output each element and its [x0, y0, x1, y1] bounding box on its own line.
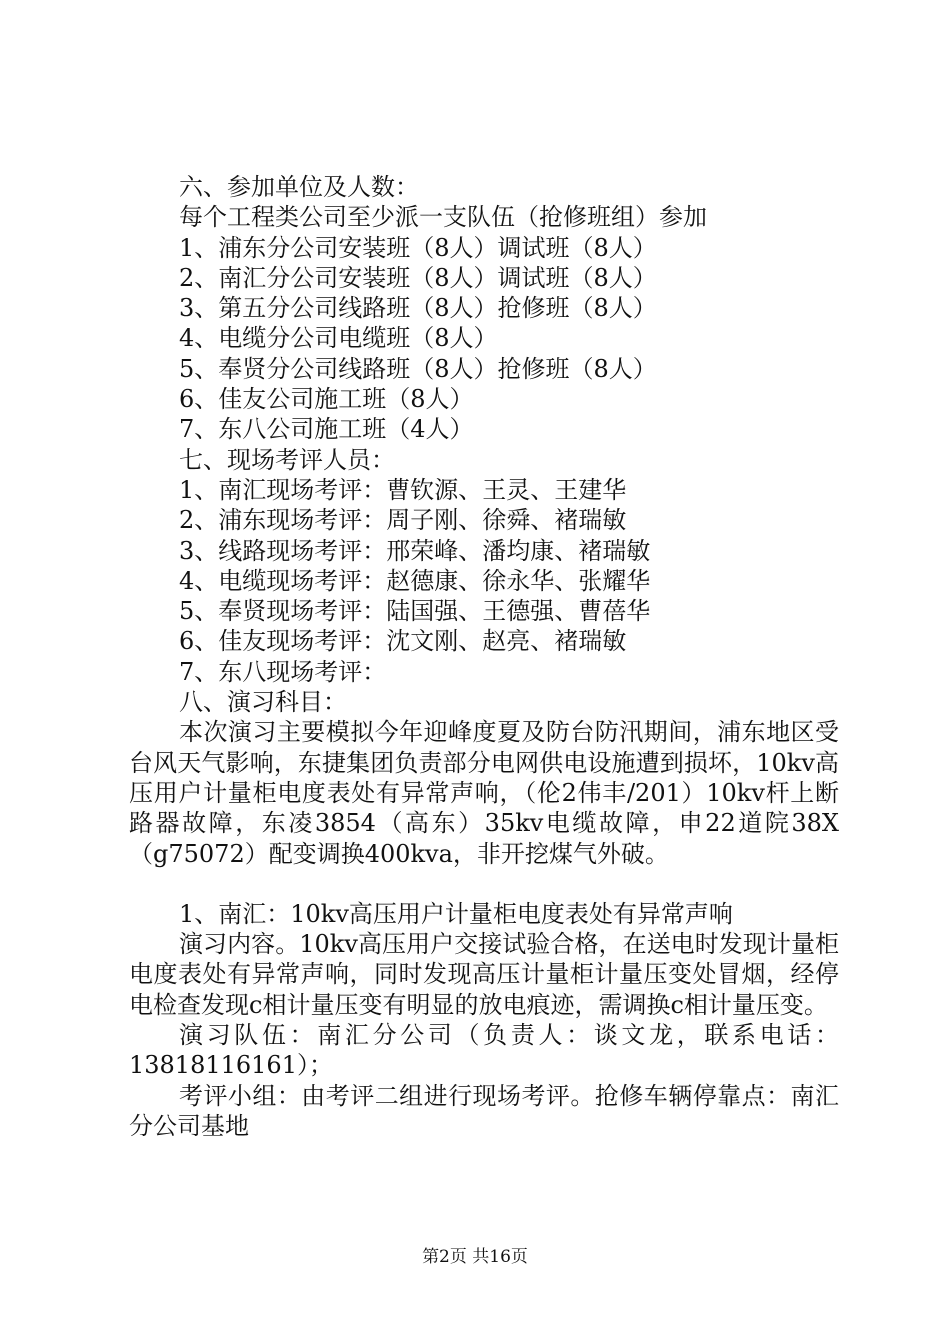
reviewer-item: 5、奉贤现场考评：陆国强、王德强、曹蓓华: [179, 597, 651, 626]
section-heading-participants: 六、参加单位及人数：: [179, 173, 419, 201]
section-heading-drill-subjects: 八、演习科目：: [179, 688, 347, 717]
drill-review-paragraph: 考评小组：由考评二组进行现场考评。抢修车辆停靠点：南汇分公司基地: [129, 1081, 839, 1140]
page-number-footer: 第2页 共16页: [422, 1247, 528, 1267]
drill-team-paragraph: 演习队伍：南汇分公司（负责人：谈文龙，联系电话：13818116161）；: [129, 1021, 839, 1080]
paragraph-gap: [129, 869, 839, 899]
participants-intro: 每个工程类公司至少派一支队伍（抢修班组）参加: [179, 203, 707, 232]
participant-item: 2、南汇分公司安装班（8人）调试班（8人）: [179, 263, 657, 292]
participant-item: 4、电缆分公司电缆班（8人）: [179, 324, 498, 353]
participant-item: 3、第五分公司线路班（8人）抢修班（8人）: [179, 294, 657, 323]
participant-item: 7、东八公司施工班（4人）: [179, 415, 474, 444]
document-body: [129, 172, 839, 1141]
drill-title: 1、南汇：10kv高压用户计量柜电度表处有异常声响: [179, 899, 733, 928]
reviewer-item: 7、东八现场考评：: [179, 657, 387, 686]
section-heading-reviewers: 七、现场考评人员：: [179, 445, 395, 474]
drill-subjects-paragraph: 本次演习主要模拟今年迎峰度夏及防台防汛期间，浦东地区受台风天气影响，东捷集团负责部分电网供电设施遭到损坏，10kv高压用户计量柜电度表处有异常声响，（伦2伟丰/201）10kv杆上断路器故障，东凌3854（高东）35kv电缆故障，申22道院38X（g75072）配变调换400kva，非开挖煤气外破。: [129, 718, 839, 868]
participant-item: 6、佳友公司施工班（8人）: [179, 385, 474, 414]
reviewer-item: 4、电缆现场考评：赵德康、徐永华、张耀华: [179, 566, 651, 595]
reviewer-item: 3、线路现场考评：邢荣峰、潘均康、褚瑞敏: [179, 536, 651, 565]
reviewer-item: 2、浦东现场考评：周子刚、徐舜、褚瑞敏: [179, 506, 627, 535]
participant-item: 5、奉贤分公司线路班（8人）抢修班（8人）: [179, 354, 657, 383]
participant-item: 1、浦东分公司安装班（8人）调试班（8人）: [179, 233, 657, 262]
reviewer-item: 6、佳友现场考评：沈文刚、赵亮、褚瑞敏: [179, 627, 627, 656]
drill-content-paragraph: 演习内容。10kv高压用户交接试验合格，在送电时发现计量柜电度表处有异常声响，同时发现高压计量柜计量压变处冒烟，经停电检查发现c相计量压变有明显的放电痕迹，需调换c相计量压变。: [129, 930, 839, 1019]
reviewer-item: 1、南汇现场考评：曹钦源、王灵、王建华: [179, 475, 627, 504]
